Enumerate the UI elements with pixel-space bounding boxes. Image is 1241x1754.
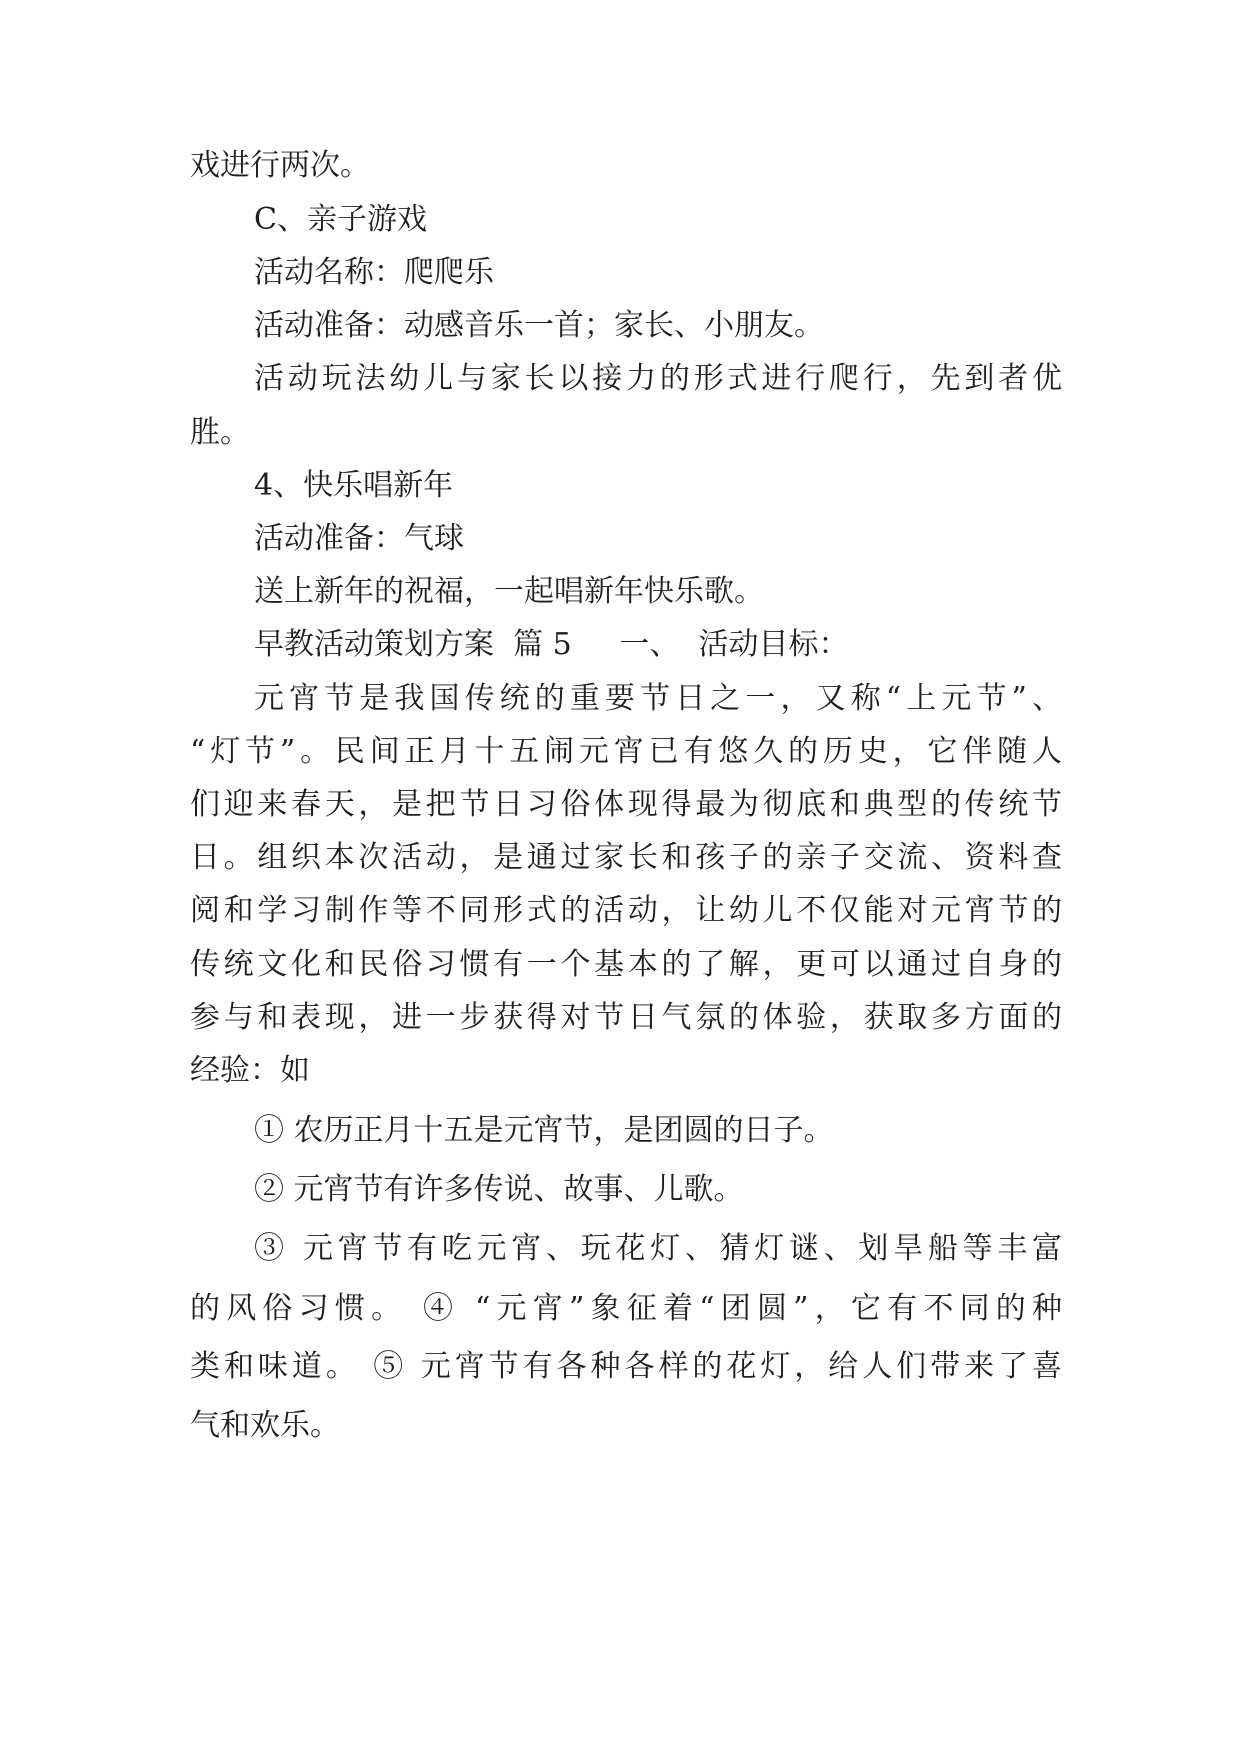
text-line: 参与和表现，进一步获得对节日气氛的体验，获取多方面的: [190, 1000, 1062, 1035]
text-line: 活动准备：气球: [254, 521, 464, 556]
text-line: 活动名称：爬爬乐: [254, 255, 494, 290]
text-line: 活动准备：动感音乐一首；家长、小朋友。: [254, 308, 824, 343]
section-heading: 4、快乐唱新年: [254, 468, 454, 503]
section-heading: C、亲子游戏: [254, 202, 427, 237]
text-line: “灯节”。民间正月十五闹元宵已有悠久的历史，它伴随人: [190, 734, 1062, 769]
list-item: ① 农历正月十五是元宵节，是团圆的日子。: [254, 1113, 834, 1148]
list-item: 的风俗习惯。 ④ “元宵”象征着“团圆”，它有不同的种: [190, 1291, 1062, 1326]
list-item: 类和味道。 ⑤ 元宵节有各种各样的花灯，给人们带来了喜: [190, 1349, 1062, 1384]
text-line: 们迎来春天，是把节日习俗体现得最为彻底和典型的传统节: [190, 787, 1062, 822]
section-heading: 早教活动策划方案 篇 5 一、 活动目标：: [254, 627, 849, 662]
text-line: 送上新年的祝福，一起唱新年快乐歌。: [254, 574, 764, 609]
text-line: 阅和学习制作等不同形式的活动，让幼儿不仅能对元宵节的: [190, 893, 1062, 928]
text-line: 胜。: [190, 415, 250, 450]
text-line: 经验：如: [190, 1053, 310, 1088]
list-item: ③ 元宵节有吃元宵、玩花灯、猜灯谜、划旱船等丰富: [254, 1231, 1062, 1266]
text-line: 传统文化和民俗习惯有一个基本的了解，更可以通过自身的: [190, 947, 1062, 982]
text-line: 戏进行两次。: [190, 148, 370, 183]
text-line: 日。组织本次活动，是通过家长和孩子的亲子交流、资料查: [190, 840, 1062, 875]
list-item: 气和欢乐。: [190, 1408, 340, 1443]
text-line: 活动玩法幼儿与家长以接力的形式进行爬行，先到者优: [254, 361, 1062, 396]
list-item: ② 元宵节有许多传说、故事、儿歌。: [254, 1172, 744, 1207]
text-line: 元宵节是我国传统的重要节日之一，又称“上元节”、: [254, 681, 1062, 716]
